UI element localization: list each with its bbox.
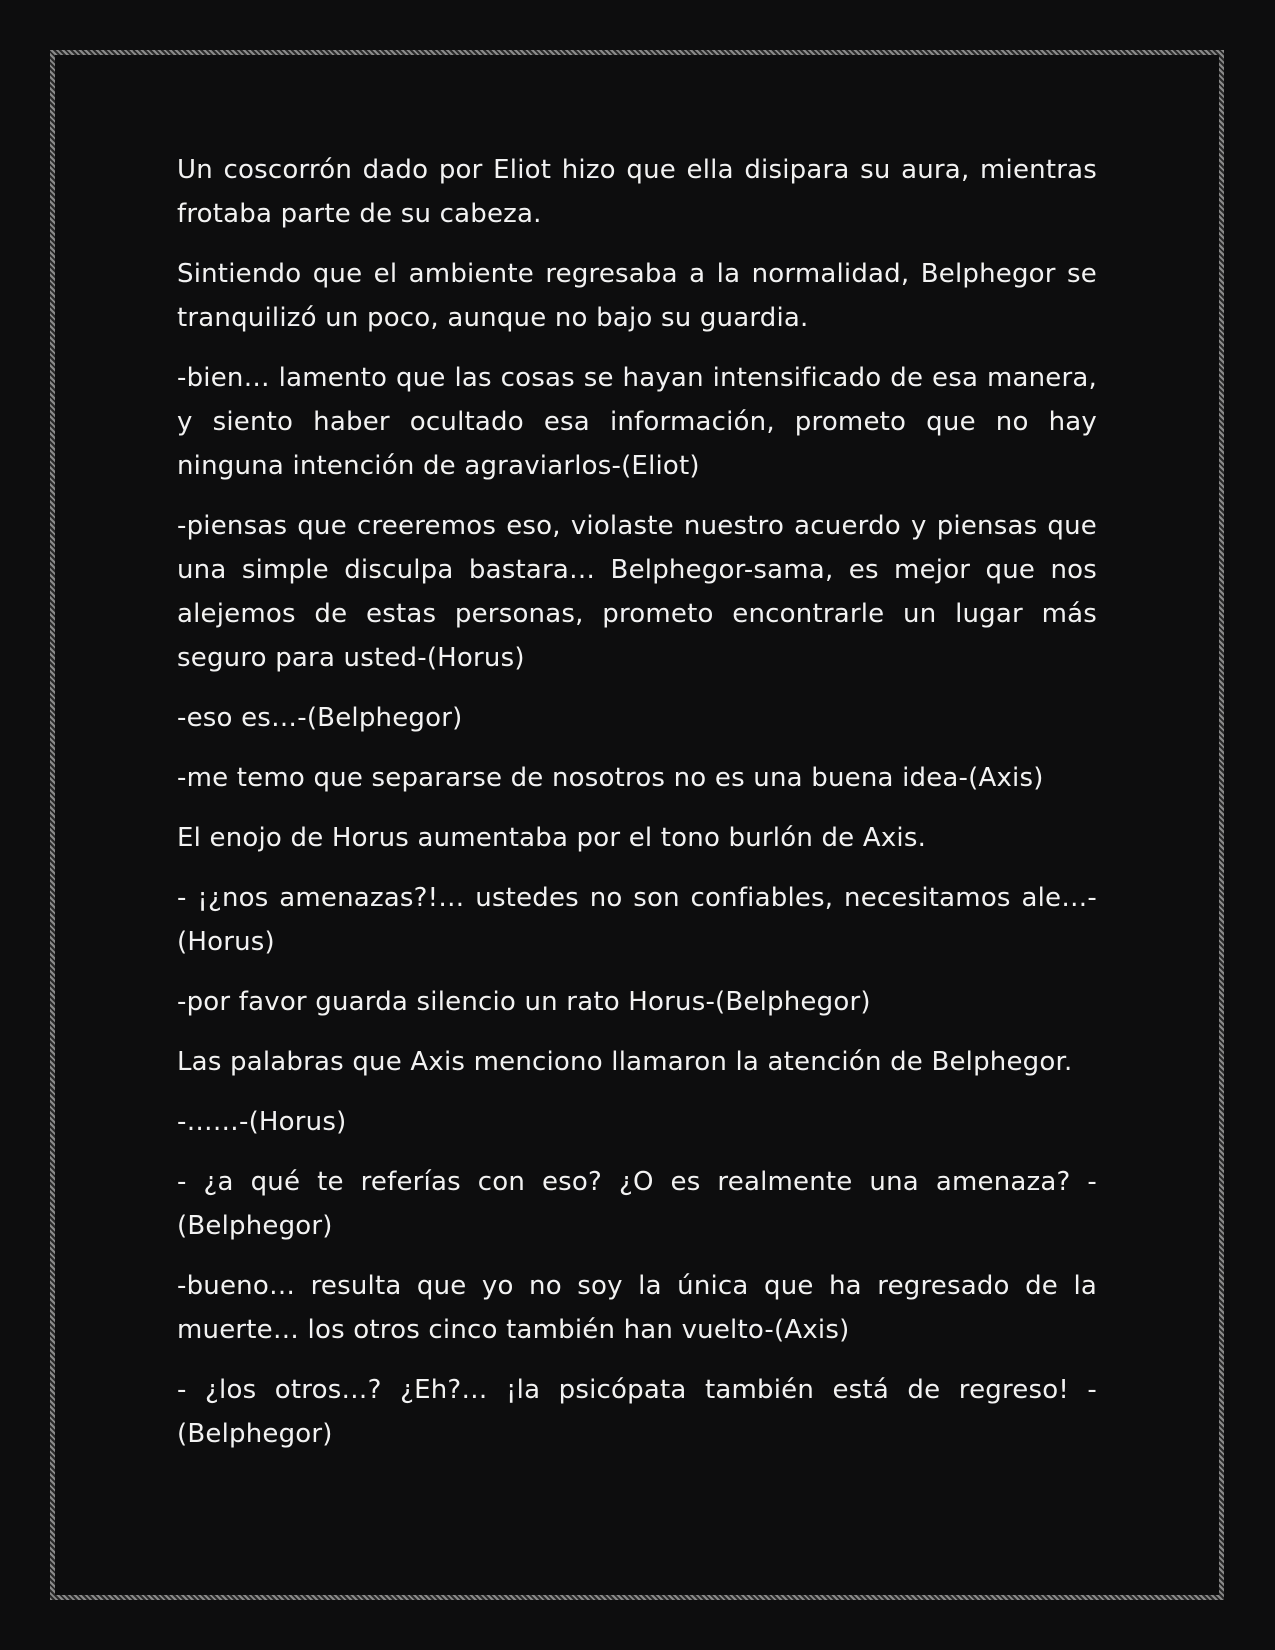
story-text xyxy=(177,148,1097,1472)
paragraph: -me temo que separarse de nosotros no es una buena idea-(Axis) xyxy=(177,763,1044,793)
paragraph: El enojo de Horus aumentaba por el tono burlón de Axis. xyxy=(177,823,927,853)
paragraph: - ¡¿nos amenazas?!… ustedes no son confiables, necesitamos ale…-(Horus) xyxy=(177,883,1097,957)
paragraph: -bien… lamento que las cosas se hayan intensificado de esa manera, y siento haber ocultado esa información, prometo que no hay ninguna intención de agraviarlos-(Eliot) xyxy=(177,363,1097,481)
paragraph: -piensas que creeremos eso, violaste nuestro acuerdo y piensas que una simple disculpa bastara… Belphegor-sama, es mejor que nos alejemos de estas personas, prometo encontrarle un lugar más seguro para usted-(Horus) xyxy=(177,511,1097,673)
paragraph: Las palabras que Axis menciono llamaron la atención de Belphegor. xyxy=(177,1047,1073,1077)
paragraph: - ¿a qué te referías con eso? ¿O es realmente una amenaza? -(Belphegor) xyxy=(177,1167,1097,1241)
paragraph: -bueno… resulta que yo no soy la única que ha regresado de la muerte… los otros cinco también han vuelto-(Axis) xyxy=(177,1271,1097,1345)
paragraph: Un coscorrón dado por Eliot hizo que ella disipara su aura, mientras frotaba parte de su cabeza. xyxy=(177,155,1097,229)
paragraph: Sintiendo que el ambiente regresaba a la normalidad, Belphegor se tranquilizó un poco, aunque no bajo su guardia. xyxy=(177,259,1097,333)
paragraph: -eso es…-(Belphegor) xyxy=(177,703,463,733)
paragraph: -por favor guarda silencio un rato Horus-(Belphegor) xyxy=(177,987,871,1017)
paragraph: - ¿los otros…? ¿Eh?… ¡la psicópata también está de regreso! -(Belphegor) xyxy=(177,1375,1097,1449)
paragraph: -……-(Horus) xyxy=(177,1107,347,1137)
